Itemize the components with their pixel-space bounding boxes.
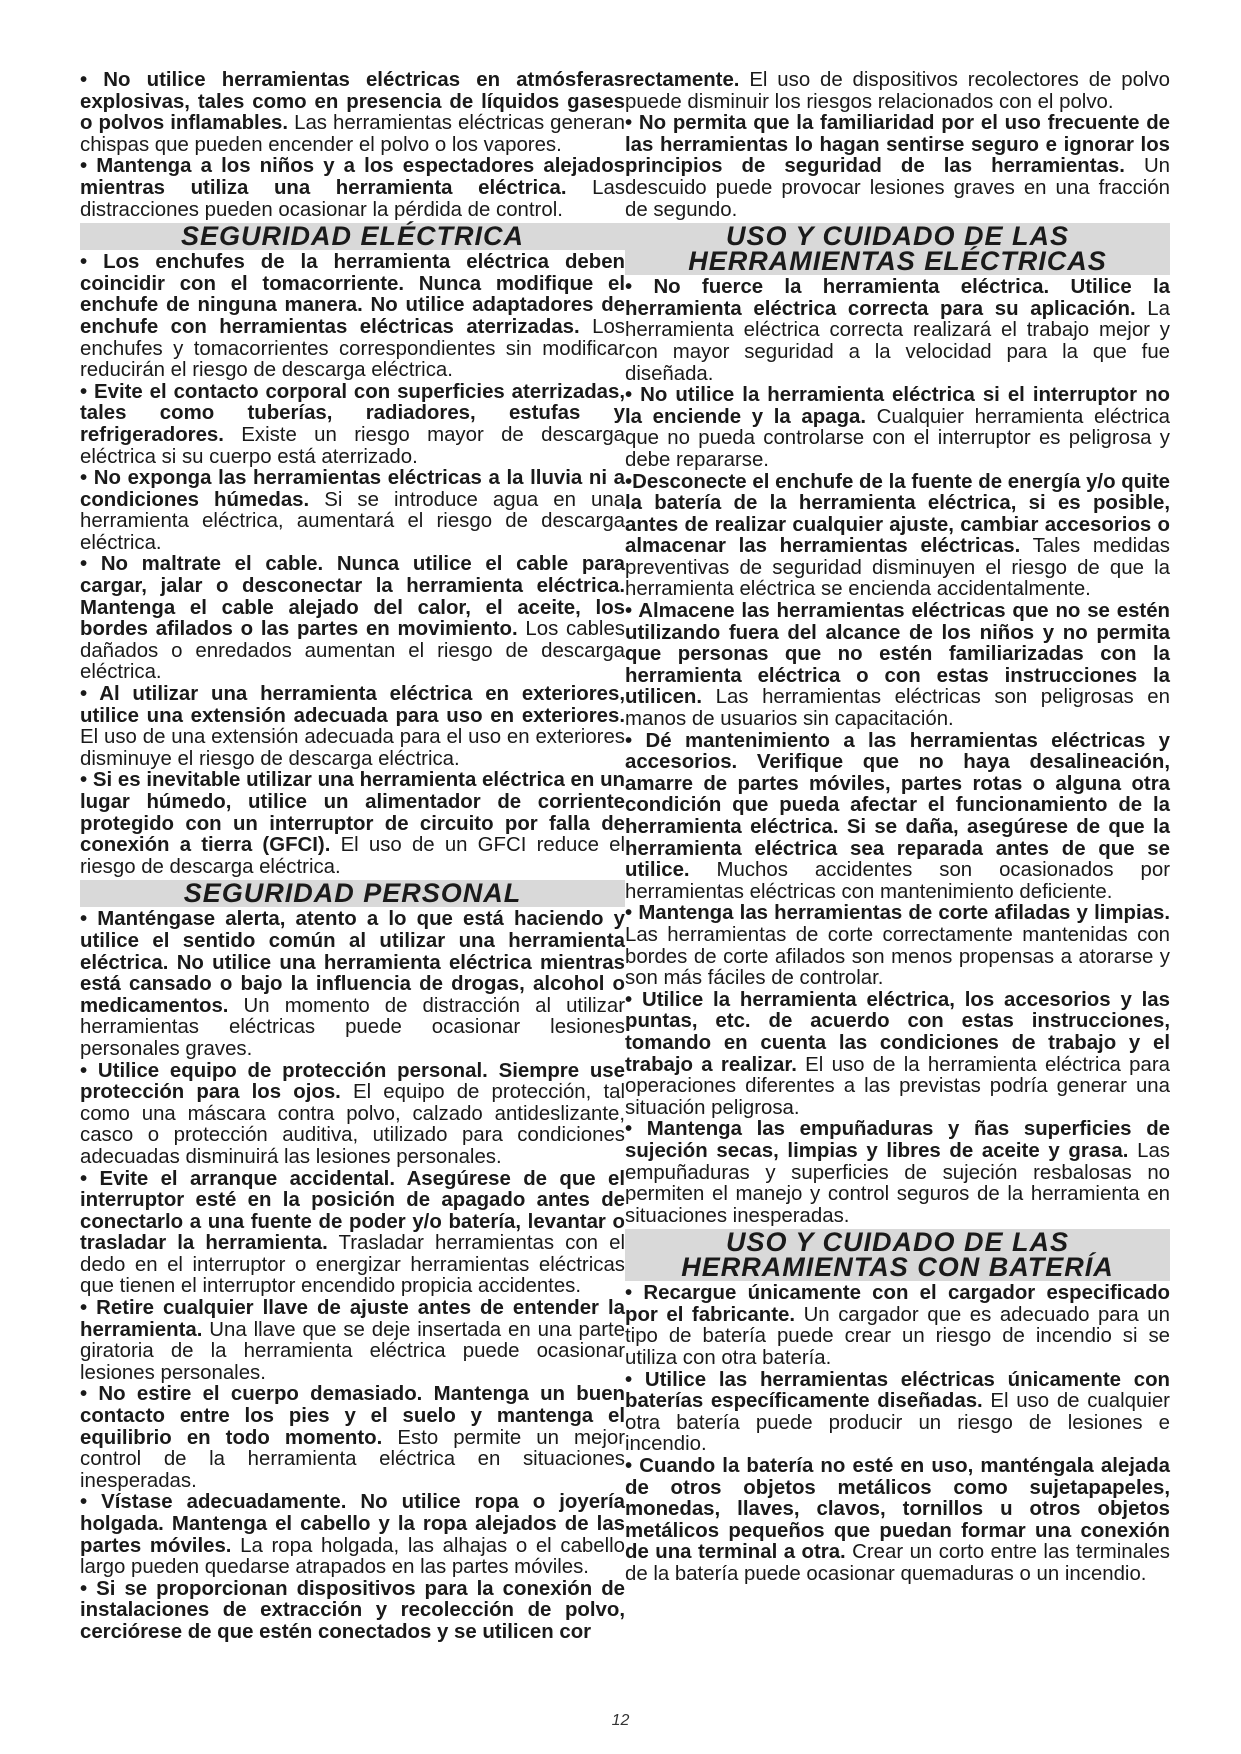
safety-item: • Utilice la herramienta eléctrica, los accesorios y las puntas, etc. de acuerdo con estas instrucciones, tomando en cuenta las condiciones de trabajo y el trabajo a realizar. El uso de la herramienta eléctrica para operaciones diferentes a las previstas podría generar una situación peligrosa. xyxy=(625,988,1170,1119)
right-column xyxy=(625,70,1170,1586)
safety-item: • Evite el arranque accidental. Asegúrese de que el interruptor esté en la posición de apagado antes de conectarlo a una fuente de poder y/o batería, levantar o trasladar la herramienta. Trasladar herramientas con el dedo en el interruptor o energizar herramientas eléctricas que tienen el interruptor encendido propicia accidentes. xyxy=(80,1167,625,1298)
safety-item: • Vístase adecuadamente. No utilice ropa o joyería holgada. Mantenga el cabello y la ropa alejados de las partes móviles. La ropa holgada, las alhajas o el cabello largo pueden quedarse atrapados en las partes móviles. xyxy=(80,1491,625,1579)
safety-item: • Cuando la batería no esté en uso, manténgala alejada de otros objetos metálicos como sujetapapeles, monedas, llaves, clavos, tornillos u otros objetos metálicos pequeños que puedan formar una conexión de una terminal a otra. Crear un corto entre las terminales de la batería puede ocasionar quemaduras o un incendio. xyxy=(625,1455,1170,1585)
safety-item: • Manténgase alerta, atento a lo que está haciendo y utilice el sentido común al utilizar una herramienta eléctrica. No utilice una herramienta eléctrica mientras está cansado o bajo la influencia de drogas, alcohol o medicamentos. Un momento de distracción al utilizar herramientas eléctricas puede ocasionar lesiones personales graves. xyxy=(80,908,625,1060)
section-heading-personal: SEGURIDAD PERSONAL xyxy=(80,880,625,907)
safety-item: • Al utilizar una herramienta eléctrica en exteriores, utilice una extensión adecuada para uso en exteriores. El uso de una extensión adecuada para el uso en exteriores disminuye el riesgo de descarga eléctrica. xyxy=(80,683,625,770)
safety-item: • Mantenga a los niños y a los espectadores alejados mientras utiliza una herramienta eléctrica. Las distracciones pueden ocasionar la pérdida de control. xyxy=(80,155,625,221)
safety-item: • Utilice equipo de protección personal. Siempre use protección para los ojos. El equipo de protección, tal como una máscara contra polvo, calzado antideslizante, casco o protección auditiva, utilizado para condiciones adecuadas disminuirá las lesiones personales. xyxy=(80,1059,625,1168)
safety-item: • Los enchufes de la herramienta eléctrica deben coincidir con el tomacorriente. Nunca modifique el enchufe de ninguna manera. No utilice adaptadores de enchufe con herramientas eléctricas aterrizadas. Los enchufes y tomacorrientes correspondientes sin modificar reducirán el riesgo de descarga eléctrica. xyxy=(80,251,625,382)
section-heading-uso: USO Y CUIDADO DE LAS HERRAMIENTAS ELÉCTRICAS xyxy=(625,223,1170,275)
page-number: 12 xyxy=(611,1712,630,1729)
section-heading-bateria: USO Y CUIDADO DE LAS HERRAMIENTAS CON BATERÍA xyxy=(625,1229,1170,1281)
safety-item: • Mantenga las herramientas de corte afiladas y limpias. Las herramientas de corte correctamente mantenidas con bordes de corte afilados son menos propensas a atorarse y son más fáciles de controlar. xyxy=(625,902,1170,990)
left-column xyxy=(80,70,625,1644)
safety-item: • Almacene las herramientas eléctricas que no se estén utilizando fuera del alcance de los niños y no permita que personas que no estén familiarizadas con la herramienta eléctrica o con estas instrucciones la utilicen. Las herramientas eléctricas son peligrosas en manos de usuarios sin capacitación. xyxy=(625,600,1170,731)
section-heading-electrica: SEGURIDAD ELÉCTRICA xyxy=(80,223,625,250)
safety-item: • No estire el cuerpo demasiado. Mantenga un buen contacto entre los pies y el suelo y mantenga el equilibrio en todo momento. Esto permite un mejor control de la herramienta eléctrica en situaciones inesperadas. xyxy=(80,1383,625,1492)
safety-item: • No permita que la familiaridad por el uso frecuente de las herramientas lo hagan sentirse seguro e ignorar los principios de seguridad de las herramientas. Un descuido puede provocar lesiones graves en una fracción de segundo. xyxy=(625,112,1171,221)
safety-item: • No utilice la herramienta eléctrica si el interruptor no la enciende y la apaga. Cualquier herramienta eléctrica que no pueda controlarse con el interruptor es peligrosa y debe repararse. xyxy=(625,384,1170,471)
safety-item: • No maltrate el cable. Nunca utilice el cable para cargar, jalar o desconectar la herramienta eléctrica. Mantenga el cable alejado del calor, el aceite, los bordes afilados o las partes en movimiento. Los cables dañados o enredados aumentan el riesgo de descarga eléctrica. xyxy=(80,553,625,684)
safety-item: • Mantenga las empuñaduras y ñas superficies de sujeción secas, limpias y libres de aceite y grasa. Las empuñaduras y superficies de sujeción resbalosas no permiten el manejo y control seguros de la herramienta en situaciones inesperadas. xyxy=(625,1118,1170,1227)
safety-item: • Recargue únicamente con el cargador especificado por el fabricante. Un cargador que es adecuado para un tipo de batería puede crear un riesgo de incendio si se utiliza con otra batería. xyxy=(625,1282,1170,1370)
safety-item: • Si se proporcionan dispositivos para la conexión de instalaciones de extracción y recolección de polvo, cerciórese de que estén conectados y se utilicen cor xyxy=(80,1577,625,1643)
safety-item: • Si es inevitable utilizar una herramienta eléctrica en un lugar húmedo, utilice un alimentador de corriente protegido con un interruptor de circuito por falla de conexión a tierra (GFCI). El uso de un GFCI reduce el riesgo de descarga eléctrica. xyxy=(80,769,625,878)
safety-item: • No fuerce la herramienta eléctrica. Utilice la herramienta eléctrica correcta para su aplicación. La herramienta eléctrica correcta realizará el trabajo mejor y con mayor seguridad a la velocidad para la que fue diseñada. xyxy=(625,276,1170,385)
safety-item: • No exponga las herramientas eléctricas a la lluvia ni a condiciones húmedas. Si se introduce agua en una herramienta eléctrica, aumentará el riesgo de descarga eléctrica. xyxy=(80,467,625,554)
safety-item: • Evite el contacto corporal con superficies aterrizadas, tales como tuberías, radiadores, estufas y refrigeradores. Existe un riesgo mayor de descarga eléctrica si su cuerpo está aterrizado. xyxy=(80,380,625,468)
safety-item: • Utilice las herramientas eléctricas únicamente con baterías específicamente diseñadas. El uso de cualquier otra batería puede producir un riesgo de lesiones e incendio. xyxy=(625,1368,1170,1456)
safety-item: •Desconecte el enchufe de la fuente de energía y/o quite la batería de la herramienta eléctrica, si es posible, antes de realizar cualquier ajuste, cambiar accesorios o almacenar las herramientas eléctricas. Tales medidas preventivas de seguridad disminuyen el riesgo de que la herramienta eléctrica se encienda accidentalmente. xyxy=(625,470,1171,601)
safety-item: • No utilice herramientas eléctricas en atmósferas explosivas, tales como en presencia de líquidos gases o polvos inflamables. Las herramientas eléctricas generan chispas que pueden encender el polvo o los vapores. xyxy=(80,69,625,156)
safety-item: rectamente. El uso de dispositivos recolectores de polvo puede disminuir los riesgos relacionados con el polvo. xyxy=(625,69,1170,113)
safety-item: • Retire cualquier llave de ajuste antes de entender la herramienta. Una llave que se deje insertada en una parte giratoria de la herramienta eléctrica puede ocasionar lesiones personales. xyxy=(80,1297,625,1384)
safety-item: • Dé mantenimiento a las herramientas eléctricas y accesorios. Verifique que no haya desalineación, amarre de partes móviles, partes rotas o alguna otra condición que pueda afectar el funcionamiento de la herramienta eléctrica. Si se daña, asegúrese de que la herramienta eléctrica sea reparada antes de que se utilice. Muchos accidentes son ocasionados por herramientas eléctricas con mantenimiento deficiente. xyxy=(625,729,1170,903)
